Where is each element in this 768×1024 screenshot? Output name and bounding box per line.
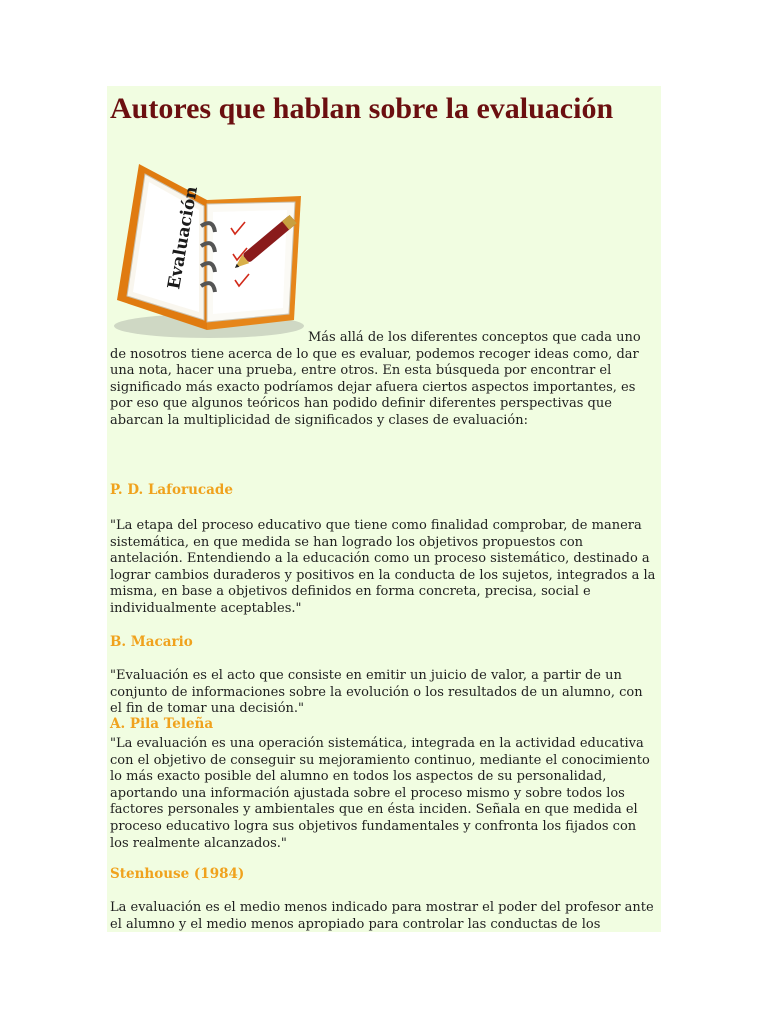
author-heading: A. Pila Teleña (110, 716, 214, 732)
quote-paragraph: La evaluación es el medio menos indicado para mostrar el poder del profesor ante el alumno y el medio menos apropiado para controlar las conductas de los (110, 900, 654, 932)
author-heading: Stenhouse (1984) (110, 866, 245, 882)
quote-paragraph: "Evaluación es el acto que consiste en emitir un juicio de valor, a partir de un conjunto de informaciones sobre la evolución o los resultados de un alumno, con el fin de tomar una decisión." (110, 668, 643, 717)
quote-paragraph: "La etapa del proceso educativo que tiene como finalidad comprobar, de manera sistemática, en que medida se han logrado los objetivos propuestos con antelación. Entendiendo a la educación como un proceso sistemático, destinado a lograr cambios duraderos y positivos en la conducta de los sujetos, integrados a la misma, en base a objetivos definidos en forma concreta, precisa, social e individualmente aceptables." (110, 518, 656, 616)
illustration-label: Evaluación (164, 184, 203, 291)
intro-text: Más allá de los diferentes conceptos que cada uno de nosotros tiene acerca de lo que es evaluar, podemos recoger ideas como, dar una nota, hacer una prueba, entre otros. En esta búsqueda por encontrar el significado más exacto podríamos dejar afuera ciertos aspectos importantes, es por eso que algunos teóricos han podido definir diferentes perspectivas que abarcan la multiplicidad de significados y clases de evaluación: (110, 330, 641, 428)
author-heading: P. D. Laforucade (110, 482, 233, 498)
quote-paragraph: "La evaluación es una operación sistemática, integrada en la actividad educativa con el objetivo de conseguir su mejoramiento continuo, mediante el conocimiento lo más exacto posible del alumno en todos los aspectos de su personalidad, aportando una información ajustada sobre el proceso mismo y sobre todos los factores personales y ambientales que en ésta inciden. Señala en que medida el proceso educativo logra sus objetivos fundamentales y confronta los fijados con los realmente alcanzados." (110, 736, 650, 851)
author-heading: B. Macario (110, 634, 193, 650)
document-page (107, 86, 661, 932)
evaluation-notebook-icon (109, 160, 309, 340)
intro-paragraph (110, 330, 656, 430)
page-title: Autores que hablan sobre la evaluación (110, 92, 614, 125)
